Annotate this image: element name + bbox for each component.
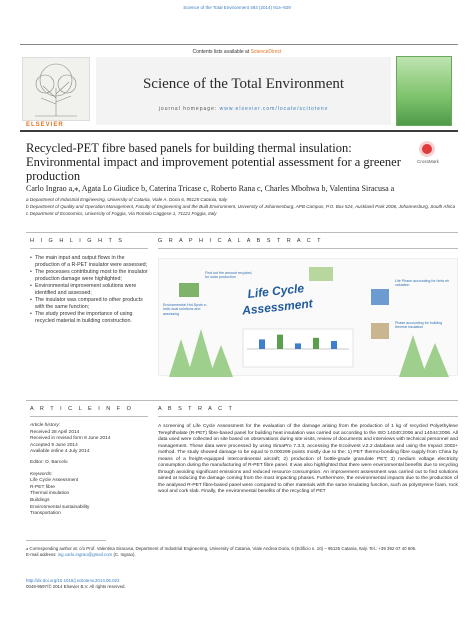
highlights-list [30, 255, 148, 325]
ga-note-3: Environmental Hot-Spots e-indiv dual solutions and assessing [163, 303, 208, 316]
homepage-prefix: journal homepage: [158, 106, 220, 112]
highlight-item: • Environmental improvement solutions were identified and assessed; [30, 283, 148, 297]
contents-prefix: Contents lists available at [192, 49, 251, 55]
graphical-abstract-title: Life Cycle Assessment [241, 281, 314, 318]
divider [30, 416, 148, 417]
divider [30, 248, 148, 249]
corresponding-author-note: ⁎ Corresponding author at: c/o Prof. Valentina Siracusa, Department of Industrial Engineering, University of Catania, Viale Andrea Doria, 6 (Edificio n. 10) – 95125 Catania, Italy. Tel.: +39 392 07 40 606. [26, 546, 417, 551]
contents-line [0, 49, 474, 55]
highlight-item: • The main input and output flows in the production of a R-PET insulator were assessed; [30, 255, 148, 269]
article-info-heading: A R T I C L E I N F O [30, 406, 134, 412]
ga-note-1: Find out the amount recycled, for solar production [205, 271, 253, 280]
doi-link[interactable]: http://dx.doi.org/10.1016/j.scitotenv.2014.06.022 [26, 578, 120, 583]
history-accepted: Accepted 9 June 2014 [30, 442, 78, 448]
affiliations [26, 196, 456, 217]
history-online: Available online 4 July 2014 [30, 449, 90, 455]
email-line [26, 552, 456, 558]
divider [158, 248, 458, 249]
email-link[interactable]: ing.carlo.ingrao@gmail.com [57, 552, 113, 558]
running-head: Science of the Total Environment 493 (2014) 914–929 [183, 5, 291, 10]
affiliation-b: b Department of Quality and Operation Management, Faculty of Engineering and the Built Environment, University of Johannesburg, APB Campus, P.O. Box 524, Auckland Park 2006, Johannesburg, South Africa [26, 204, 456, 209]
affiliation-a: a Department of Industrial Engineering, University of Catania, Viale A. Doria 6, 95125 Catania, Italy [26, 197, 228, 202]
highlight-item: • The processes contributing most to the insulator production damage were highlighted; [30, 269, 148, 283]
email-label: E-mail address: [26, 552, 58, 558]
keyword: Environmental sustainability [30, 504, 90, 510]
abstract-text: A screening of Life Cycle Assessment for the evaluation of the damage arising from the production of 1 kg of recycled Polyethylene Terephthalate (R-PET) fibre-based panel for building heat insulation was carried out according to the ISO 14040:2006 and 14044:2006. All data used were collected on site based on observations during site visits, review of documents and interviews with technical personnel and management. These data were processed by using SimaPro 7.3.3, accessing the Ecoinvent v.2.2 database and using the Impact 2002+ method. The study showed damage to be equal to 0.000299 points mostly due to the: 1) PET thermo-bonding fibre supply from China by means of a freight-equipped intercontinental aircraft; 2) production of bottle-grade granulate PET; 3) medium voltage electricity consumption during the manufacturing of R-PET fibre panel. It was also highlighted that there were environmental benefits due to recycling through avoiding significant emissions and reduced resource consumption. An improvement assessment was carried out to find solutions aimed at reducing the damage coming from the most impacting phases. Furthermore, the environmental impacts due to the production of the analysed R-PET fibre-based panel were compared to other materials with the same insulating function, such as polystyrene foam, rock wool and cork slab. Finally, the environmental benefits of the recycling of PET [158, 424, 458, 494]
highlight-item: • The insulator was compared to other products with the same function; [30, 297, 148, 311]
crossmark-label: CrossMark [417, 159, 439, 164]
history-revised: Received in revised form 8 June 2014 [30, 436, 111, 442]
divider [158, 416, 458, 417]
journal-title[interactable]: Science of the Total Environment [142, 76, 345, 92]
email-suffix: (C. Ingrao). [112, 552, 136, 558]
ga-note-2: Life Phase accounting for hints eh valuation [395, 279, 450, 288]
affiliation-c: c Department of Economics, University of Foggia, Via Romolo Caggese 1, 71121 Foggia, Italy [26, 211, 217, 216]
keywords-label: Keywords: [30, 471, 53, 477]
footnote [26, 546, 456, 559]
journal-homepage [96, 106, 391, 112]
homepage-link[interactable]: www.elsevier.com/locate/scitotenv [219, 106, 329, 112]
ga-bar [277, 335, 283, 349]
copyright-line: 0048-9697/© 2014 Elsevier B.V. All rights reserved. [26, 584, 126, 589]
article-title: Recycled-PET fibre based panels for building thermal insulation: Environmental impact and improvement potential assessment for a greener production [26, 141, 401, 183]
ga-bar [313, 338, 319, 349]
elsevier-tree-logo [22, 57, 90, 121]
highlight-item: • The study proved the importance of using recycled material in building construction. [30, 311, 148, 325]
divider [26, 400, 458, 401]
ga-bar [331, 341, 337, 349]
keyword: Buildings [30, 497, 50, 503]
ga-bar [295, 343, 301, 349]
history-received: Received 28 April 2014 [30, 429, 80, 435]
divider [26, 232, 458, 233]
ga-bar [259, 339, 265, 349]
crossmark-icon[interactable] [419, 141, 435, 157]
keyword: R-PET fibre [30, 484, 55, 490]
doi-block [26, 578, 126, 590]
keyword: Life Cycle Assessment [30, 478, 79, 484]
article-info [30, 420, 148, 518]
abstract-heading: A B S T R A C T [158, 406, 235, 412]
highlights-heading: H I G H L I G H T S [30, 238, 125, 244]
editor-line: Editor: D. Barcelo [30, 459, 68, 465]
publisher-name: ELSEVIER [26, 122, 64, 128]
journal-cover-image[interactable] [396, 56, 452, 126]
sciencedirect-link[interactable]: ScienceDirect [250, 49, 282, 55]
author-list: Carlo Ingrao a,⁎, Agata Lo Giudice b, Caterina Tricase c, Roberto Rana c, Charles Mbohwa b, Valentina Siracusa a [26, 184, 395, 193]
graphical-abstract-heading: G R A P H I C A L A B S T R A C T [158, 238, 324, 244]
history-label: Article history: [30, 423, 61, 428]
ga-note-4: Phase accounting for building thermal insulation [395, 321, 443, 330]
keyword: Thermal insulation [30, 491, 70, 497]
footnote-rule [26, 540, 106, 541]
keyword: Transportation [30, 511, 61, 517]
